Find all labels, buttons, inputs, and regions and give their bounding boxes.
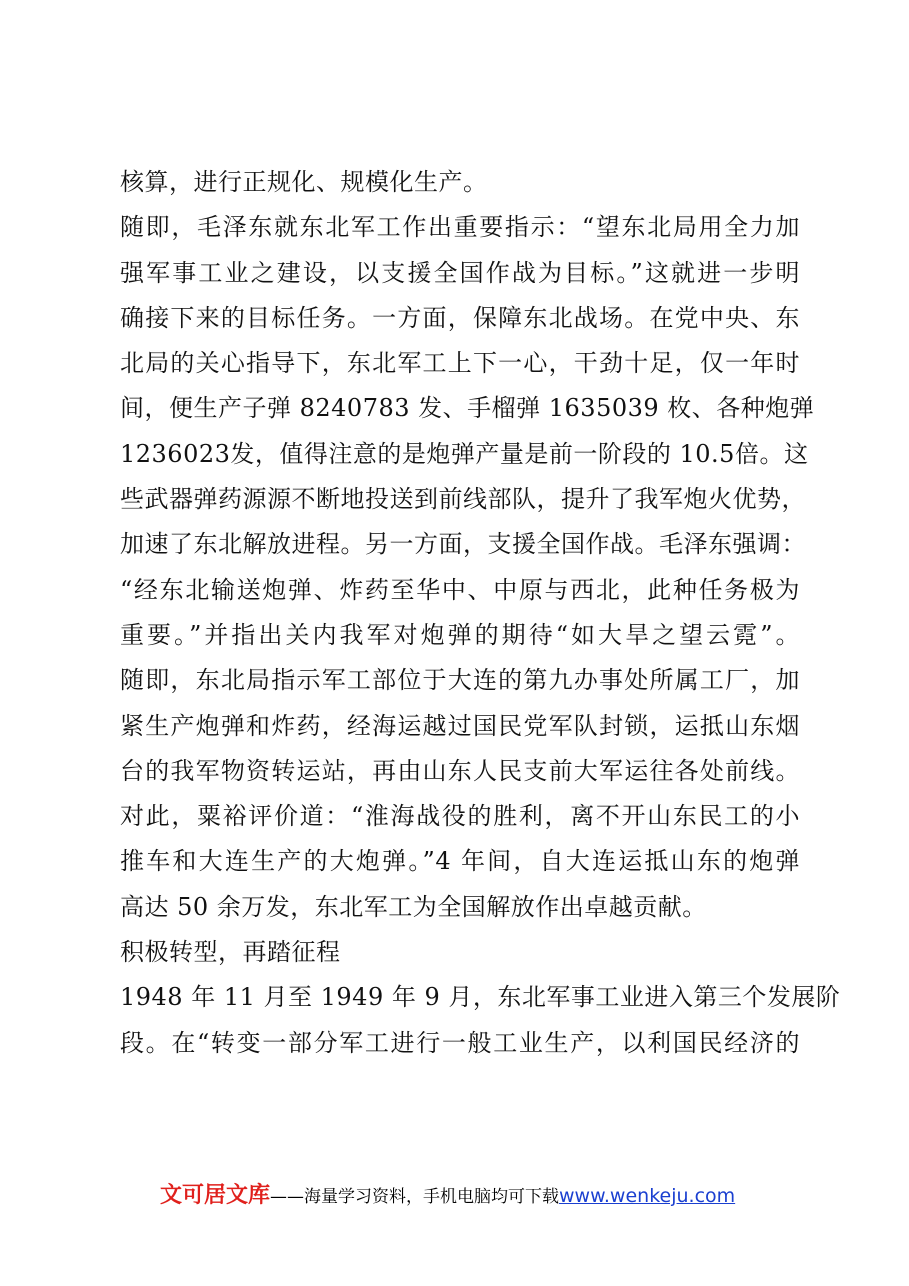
text-line: “经东北输送炮弹、炸药至华中、中原与西北，此种任务极为 — [120, 575, 800, 604]
text-line: 高达 50 余万发，东北军工为全国解放作出卓越贡献。 — [120, 892, 707, 921]
text-line: 1236023发，值得注意的是炮弹产量是前一阶段的 10.5倍。这 — [120, 439, 809, 468]
text-line: 确接下来的目标任务。一方面，保障东北战场。在党中央、东 — [120, 303, 800, 332]
text-line: 重要。”并指出关内我军对炮弹的期待“如大旱之望云霓”。 — [120, 620, 800, 649]
text-line: 紧生产炮弹和炸药，经海运越过国民党军队封锁，运抵山东烟 — [120, 711, 800, 740]
text-line: 1948 年 11 月至 1949 年 9 月，东北军事工业进入第三个发展阶 — [120, 983, 841, 1012]
text-line: 些武器弹药源源不断地投送到前线部队，提升了我军炮火优势， — [120, 485, 806, 514]
text-line: 加速了东北解放进程。另一方面，支援全国作战。毛泽东强调： — [120, 530, 806, 559]
text-line: 强军事工业之建设，以支援全国作战为目标。”这就进一步明 — [120, 258, 800, 287]
text-line: 积极转型，再踏征程 — [120, 938, 341, 967]
text-line: 推车和大连生产的大炮弹。”4 年间，自大连运抵山东的炮弹 — [120, 847, 800, 876]
footer-tagline: ——海量学习资料，手机电脑均可下载 — [270, 1187, 560, 1207]
text-line: 随即，毛泽东就东北军工作出重要指示：“望东北局用全力加 — [120, 213, 800, 242]
text-line: 北局的关心指导下，东北军工上下一心，干劲十足，仅一年时 — [120, 349, 800, 378]
text-line: 随即，东北局指示军工部位于大连的第九办事处所属工厂，加 — [120, 666, 800, 695]
text-line: 段。在“转变一部分军工进行一般工业生产，以利国民经济的 — [120, 1028, 800, 1057]
document-body — [120, 160, 841, 1066]
footer — [160, 1180, 735, 1212]
text-line: 台的我军物资转运站，再由山东人民支前大军运往各处前线。 — [120, 756, 800, 785]
footer-link[interactable]: www.wenkeju.com — [559, 1185, 736, 1207]
footer-brand: 文可居文库 — [160, 1183, 271, 1208]
text-line: 核算，进行正规化、规模化生产。 — [120, 168, 488, 196]
text-line: 间，便生产子弹 8240783 发、手榴弹 1635039 枚、各种炮弹 — [120, 394, 815, 423]
text-line: 对此，粟裕评价道：“淮海战役的胜利，离不开山东民工的小 — [120, 802, 800, 831]
